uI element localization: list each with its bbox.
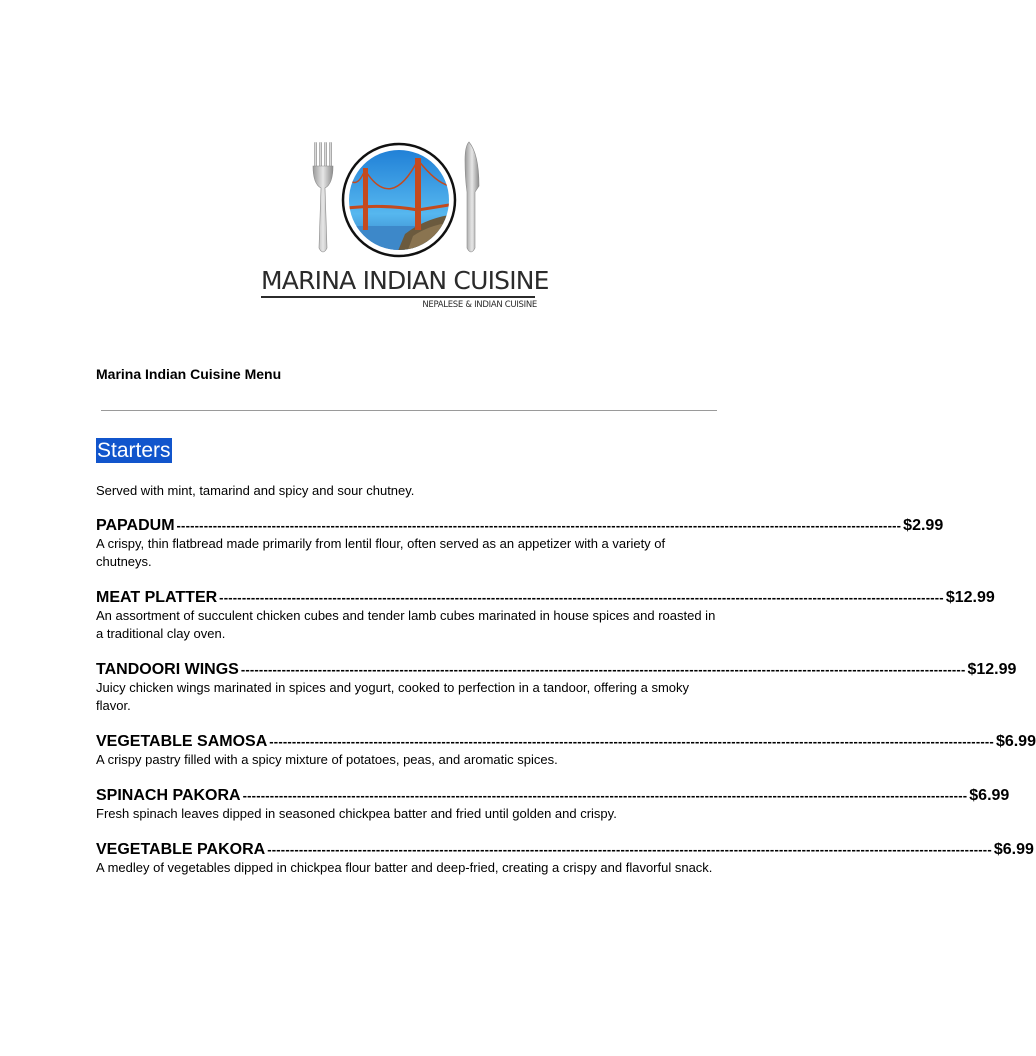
dot-leader: ----------------------------------------------------------------------------------------------------------------------------------------------------------------: [267, 842, 992, 857]
menu-item-description: Juicy chicken wings marinated in spices and yogurt, cooked to perfection in a tandoor, offering a smoky flavor.: [96, 680, 690, 713]
dot-leader: ----------------------------------------------------------------------------------------------------------------------------------------------------------------: [219, 590, 944, 605]
menu-item: [96, 786, 1010, 823]
dot-leader: ----------------------------------------------------------------------------------------------------------------------------------------------------------------: [242, 788, 968, 803]
menu-item: [96, 660, 1017, 715]
menu-item-price: $12.99: [967, 661, 1017, 678]
golden-gate-bridge-icon: [343, 144, 455, 258]
knife-icon: [465, 142, 479, 252]
menu-item-name: VEGETABLE PAKORA: [96, 841, 266, 858]
menu-item-header: [96, 732, 1036, 751]
menu-item-description: A medley of vegetables dipped in chickpea flour batter and deep-fried, creating a crispy and flavorful snack.: [96, 860, 713, 875]
menu-item: [96, 516, 944, 571]
menu-item-name: TANDOORI WINGS: [96, 661, 239, 678]
menu-item-name: SPINACH PAKORA: [96, 787, 241, 804]
menu-item-header: [96, 588, 995, 607]
menu-item: [96, 840, 1034, 877]
menu-item-header: [96, 840, 1034, 859]
menu-item-description: Fresh spinach leaves dipped in seasoned chickpea batter and fried until golden and crispy.: [96, 806, 617, 821]
fork-icon: [313, 142, 333, 252]
menu-item-description: A crispy pastry filled with a spicy mixture of potatoes, peas, and aromatic spices.: [96, 752, 558, 767]
menu-item-price: $6.99: [995, 733, 1036, 750]
logo-title: MARINA INDIAN CUISINE: [261, 266, 549, 295]
menu-item-header: [96, 516, 944, 535]
menu-item-header: [96, 786, 1010, 805]
menu-item: [96, 732, 1036, 769]
horizontal-divider: [101, 410, 717, 411]
dot-leader: ----------------------------------------------------------------------------------------------------------------------------------------------------------------: [176, 518, 902, 533]
menu-item: [96, 588, 995, 643]
menu-item-header: [96, 660, 1017, 679]
menu-item-name: MEAT PLATTER: [96, 589, 218, 606]
logo-subtitle: NEPALESE & INDIAN CUISINE: [422, 300, 537, 310]
dot-leader: ----------------------------------------------------------------------------------------------------------------------------------------------------------------: [240, 662, 966, 677]
dot-leader: ----------------------------------------------------------------------------------------------------------------------------------------------------------------: [269, 734, 994, 749]
document-title: Marina Indian Cuisine Menu: [96, 366, 282, 382]
restaurant-logo: [255, 138, 549, 318]
menu-item-price: $12.99: [945, 589, 995, 606]
menu-item-price: $6.99: [969, 787, 1010, 804]
section-title-starters: Starters: [97, 439, 171, 462]
menu-items-list: [96, 516, 1036, 894]
menu-item-description: An assortment of succulent chicken cubes and tender lamb cubes marinated in house spices and roasted in a traditional clay oven.: [96, 608, 716, 641]
menu-item-name: PAPADUM: [96, 517, 175, 534]
menu-item-price: $6.99: [993, 841, 1034, 858]
section-intro: Served with mint, tamarind and spicy and sour chutney.: [96, 483, 415, 498]
menu-item-description: A crispy, thin flatbread made primarily from lentil flour, often served as an appetizer with a variety of chutneys.: [96, 536, 666, 569]
logo-graphic: [255, 138, 545, 266]
menu-item-name: VEGETABLE SAMOSA: [96, 733, 268, 750]
menu-item-price: $2.99: [903, 517, 944, 534]
logo-divider: [261, 296, 535, 298]
